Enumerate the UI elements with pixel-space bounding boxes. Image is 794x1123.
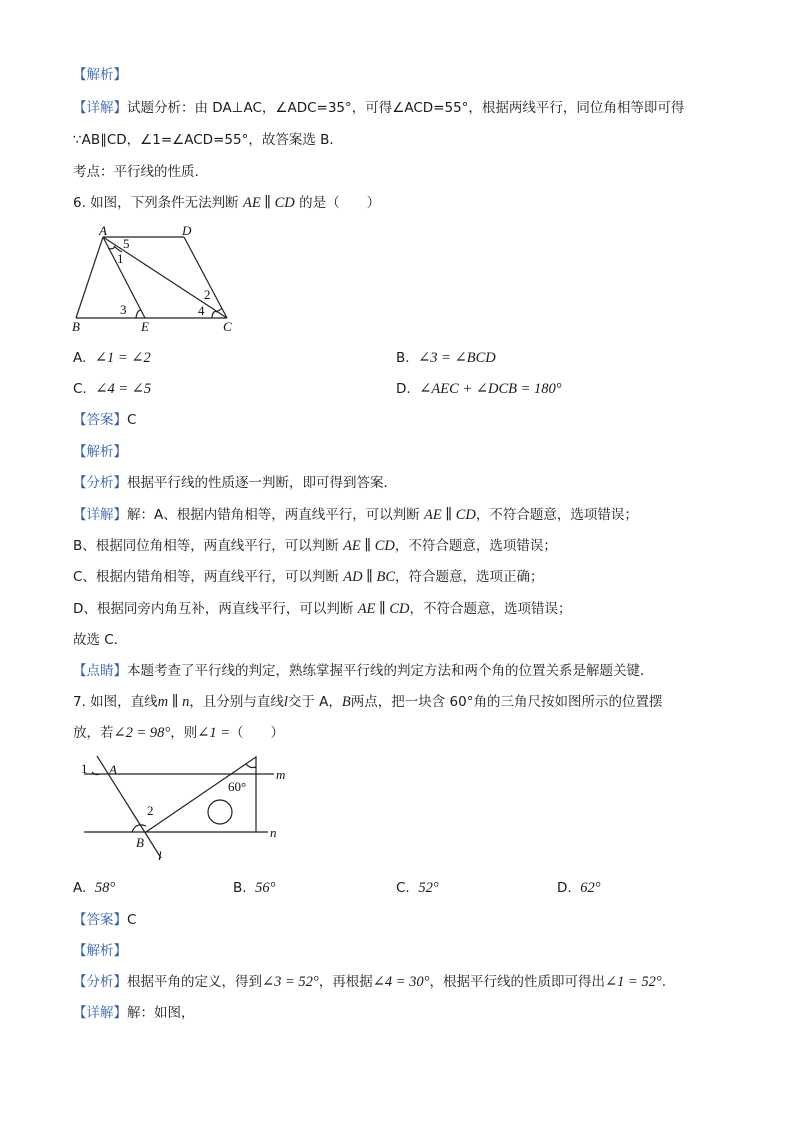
q6-arc-2 [216,308,222,312]
q7-angle-60: 60° [228,779,247,794]
q7-line-l-label: l [158,848,162,863]
q6-answer [73,411,136,429]
q6-detail-c [73,568,544,586]
q6-stem [73,194,380,212]
q6-detail-b-math: AE ∥ CD [343,538,395,554]
q7-option-d[interactable] [557,879,601,897]
q7-detail-text: 解：如图， [127,1005,195,1021]
q6-option-a-letter: A. [73,350,87,366]
q6-detail-tag: 【详解】 [73,507,127,523]
q6-stem-text: 6. 如图，下列条件无法判断 [73,195,243,211]
q7-analysis-text-4: . [661,974,666,990]
q7-option-d-text: 62° [580,880,601,896]
q7-analysis-text-2: ，再根据 [318,974,373,990]
q7-stem2-math-2: ∠1 = [197,725,231,741]
q6-figure [70,222,240,334]
kaodian-line: 考点：平行线的性质. [73,164,199,180]
q6-detail-a-text: 解：A、根据内错角相等，两直线平行，可以判断 [127,507,425,523]
q6-jiexi-label: 【解析】 [73,444,127,460]
q7-option-a-text: 58° [94,880,116,896]
q6-point-B: B [72,319,80,334]
q6-detail-d-math: AE ∥ CD [357,601,410,617]
q6-answer-tag: 【答案】 [73,412,127,428]
q6-point-C: C [223,319,232,334]
q6-analysis [73,474,397,492]
q6-angle-1: 1 [117,251,124,266]
q7-option-d-letter: D. [557,880,572,896]
q6-option-a[interactable] [73,349,151,367]
q7-angle-1: 1 [81,761,88,776]
q7-stem2-text: 放，若 [73,725,114,741]
q7-stem-text: 7. 如图，直线 [73,694,158,710]
q7-stem2-text-3: （ ） [230,725,285,741]
q6-option-b-letter: B. [396,350,410,366]
q6-option-d-text: ∠AEC + ∠DCB = 180° [419,381,562,397]
q7-angle-2: 2 [147,803,154,818]
q7-figure [78,754,298,866]
q7-stem-text-2: ，且分别与直线 [189,694,284,710]
q6-point-E: E [141,319,149,334]
q7-stem-line1 [73,693,663,711]
q6-option-c-text: ∠4 = ∠5 [95,381,152,397]
q7-option-b-text: 56° [255,880,276,896]
q7-answer-tag: 【答案】 [73,912,127,928]
q6-detail-a [73,506,638,524]
q6-analysis-text: 根据平行线的性质逐一判断，即可得到答案． [127,475,397,491]
q6-option-b-text: ∠3 = ∠BCD [418,350,496,366]
q7-option-a-letter: A. [73,880,87,896]
q6-comment-tag: 【点睛】 [73,663,127,679]
detail-tag: 【详解】 [73,100,127,116]
q6-option-d[interactable] [396,380,562,398]
q6-stem-text-2: 的是（ ） [294,195,381,211]
q7-option-b-letter: B. [233,880,247,896]
q6-detail-c-math: AD ∥ BC [343,569,396,585]
q7-jiexi-label: 【解析】 [73,943,127,959]
q6-detail-a-text-2: ，不符合题意，选项错误； [475,507,638,523]
q7-point-A: A [109,762,117,777]
q6-analysis-tag: 【分析】 [73,475,127,491]
q6-angle-3: 3 [120,302,127,317]
q7-line-m-label: m [276,767,286,782]
q6-detail-d-text: D、根据同旁内角互补，两直线平行，可以判断 [73,601,358,617]
q6-detail-d-text-2: ，不符合题意，选项错误； [409,601,572,617]
q6-detail-a-math: AE ∥ CD [424,507,476,523]
q6-line-AB [76,237,103,318]
q6-detail-b [73,537,557,555]
q6-detail-d [73,600,572,618]
q7-line-n-label: n [270,825,277,840]
q7-stem-text-4: 两点，把一块含 60°角的三角尺按如图所示的位置摆 [350,694,663,710]
q6-angle-2: 2 [204,287,211,302]
q6-option-b[interactable] [396,349,496,367]
q6-point-D: D [182,223,192,238]
q7-stem2-text-2: ，则 [170,725,198,741]
q6-detail-c-text-2: ，符合题意，选项正确； [395,569,544,585]
q7-analysis-tag: 【分析】 [73,974,127,990]
q7-point-B: B [136,835,144,850]
q7-stem-math-1: m ∥ n [157,694,190,710]
q6-detail-c-text: C、根据内错角相等，两直线平行，可以判断 [73,569,344,585]
q6-option-c[interactable] [73,380,151,398]
q6-angle-5: 5 [123,236,130,251]
detail-paragraph-1 [73,99,684,117]
q6-arc-1 [108,247,115,249]
q7-analysis-math-3: ∠1 = 52° [604,974,662,990]
q7-detail [73,1004,195,1022]
q6-detail-b-text: B、根据同位角相等，两直线平行，可以判断 [73,538,344,554]
q7-analysis-text: 根据平角的定义，得到 [127,974,262,990]
q7-option-c-text: 52° [418,880,439,896]
q6-comment [73,662,654,680]
q7-option-c[interactable] [396,879,439,897]
q7-stem-math-3: B [341,694,351,710]
q6-angle-4: 4 [198,303,205,318]
q6-answer-value: C [127,412,137,428]
q7-triangle-hole [208,800,232,824]
q6-stem-math: AE ∥ CD [242,195,295,211]
q6-arc-4 [212,311,216,318]
q7-option-a[interactable] [73,879,115,897]
q6-comment-text: 本题考查了平行线的判定，熟练掌握平行线的判定方法和两个角的位置关系是解题关键． [127,663,654,679]
q7-stem-text-3: 交于 A， [287,694,342,710]
q7-analysis-math-2: ∠4 = 30° [372,974,430,990]
jiexi-label-1: 【解析】 [73,67,127,83]
detail-text: 试题分析：由 DA⊥AC，∠ADC=35°，可得∠ACD=55°，根据两线平行，同位角相等即可得 [127,100,685,116]
q7-stem-math-2: l [283,694,288,710]
q6-arc-3 [136,310,141,318]
q7-arc-60 [246,764,256,768]
q6-option-c-letter: C. [73,381,87,397]
q6-point-A: A [99,223,107,238]
q7-stem2-math: ∠2 = 98° [113,725,171,741]
q6-option-a-text: ∠1 = ∠2 [94,350,151,366]
q7-option-b[interactable] [233,879,275,897]
q6-detail-b-text-2: ，不符合题意，选项错误； [394,538,557,554]
q6-line-DC [184,237,227,318]
q7-analysis-math-1: ∠3 = 52° [262,974,319,990]
q6-option-d-letter: D. [396,381,411,397]
q7-analysis [73,973,666,991]
q7-answer-value: C [127,912,137,928]
q7-answer [73,911,136,929]
q7-stem-line2 [73,724,284,742]
q6-conclusion: 故选 C． [73,632,128,648]
detail-paragraph-1b: ∵AB∥CD，∠1=∠ACD=55°，故答案选 B． [73,132,343,148]
q7-triangle [146,757,256,832]
q7-detail-tag: 【详解】 [73,1005,127,1021]
q7-option-c-letter: C. [396,880,410,896]
q7-analysis-text-3: ，根据平行线的性质即可得出 [429,974,605,990]
